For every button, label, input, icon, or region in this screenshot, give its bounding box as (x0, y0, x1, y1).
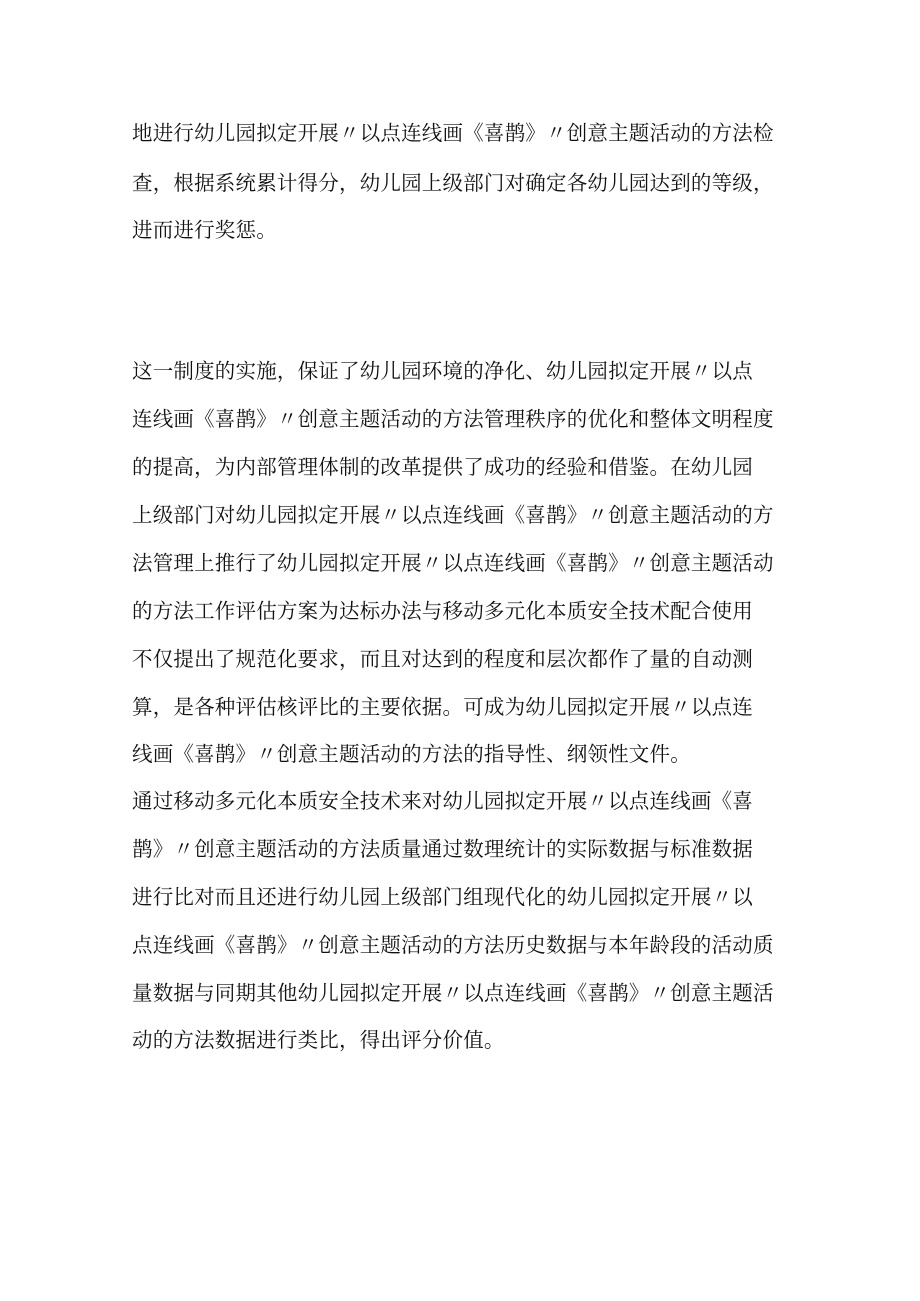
text-line: 量数据与同期其他幼儿园拟定开展〃以点连线画《喜鹊》〃创意主题活 (132, 981, 774, 1005)
text-line: 的提高，为内部管理体制的改革提供了成功的经验和借鉴。在幼儿园 (132, 455, 753, 479)
text-line: 鹊》〃创意主题活动的方法质量通过数理统计的实际数据与标准数据 (132, 837, 753, 861)
text-line: 法管理上推行了幼儿园拟定开展〃以点连线画《喜鹊》〃创意主题活动 (132, 551, 774, 575)
text-line: 动的方法数据进行类比，得出评分价值。 (132, 1028, 505, 1052)
text-line: 不仅提出了规范化要求，而且对达到的程度和层次都作了量的自动测 (132, 647, 753, 671)
text-line: 的方法工作评估方案为达标办法与移动多元化本质安全技术配合使用 (132, 599, 753, 623)
text-line: 进而进行奖惩。 (132, 218, 277, 242)
text-line: 地进行幼儿园拟定开展〃以点连线画《喜鹊》〃创意主题活动的方法检 (132, 121, 774, 145)
text-line: 线画《喜鹊》〃创意主题活动的方法的指导性、纲领性文件。 (132, 742, 691, 766)
text-line: 上级部门对幼儿园拟定开展〃以点连线画《喜鹊》〃创意主题活动的方 (132, 503, 774, 527)
text-line: 通过移动多元化本质安全技术来对幼儿园拟定开展〃以点连线画《喜 (132, 789, 753, 813)
text-line: 这一制度的实施，保证了幼儿园环境的净化、幼儿园拟定开展〃以点 (132, 359, 753, 383)
text-line: 进行比对而且还进行幼儿园上级部门组现代化的幼儿园拟定开展〃以 (132, 885, 753, 909)
text-line: 算，是各种评估核评比的主要依据。可成为幼儿园拟定开展〃以点连 (132, 695, 753, 719)
text-line: 查，根据系统累计得分，幼儿园上级部门对确定各幼儿园达到的等级， (132, 171, 774, 195)
text-line: 连线画《喜鹊》〃创意主题活动的方法管理秩序的优化和整体文明程度 (132, 407, 774, 431)
text-line: 点连线画《喜鹊》〃创意主题活动的方法历史数据与本年龄段的活动质 (132, 933, 774, 957)
